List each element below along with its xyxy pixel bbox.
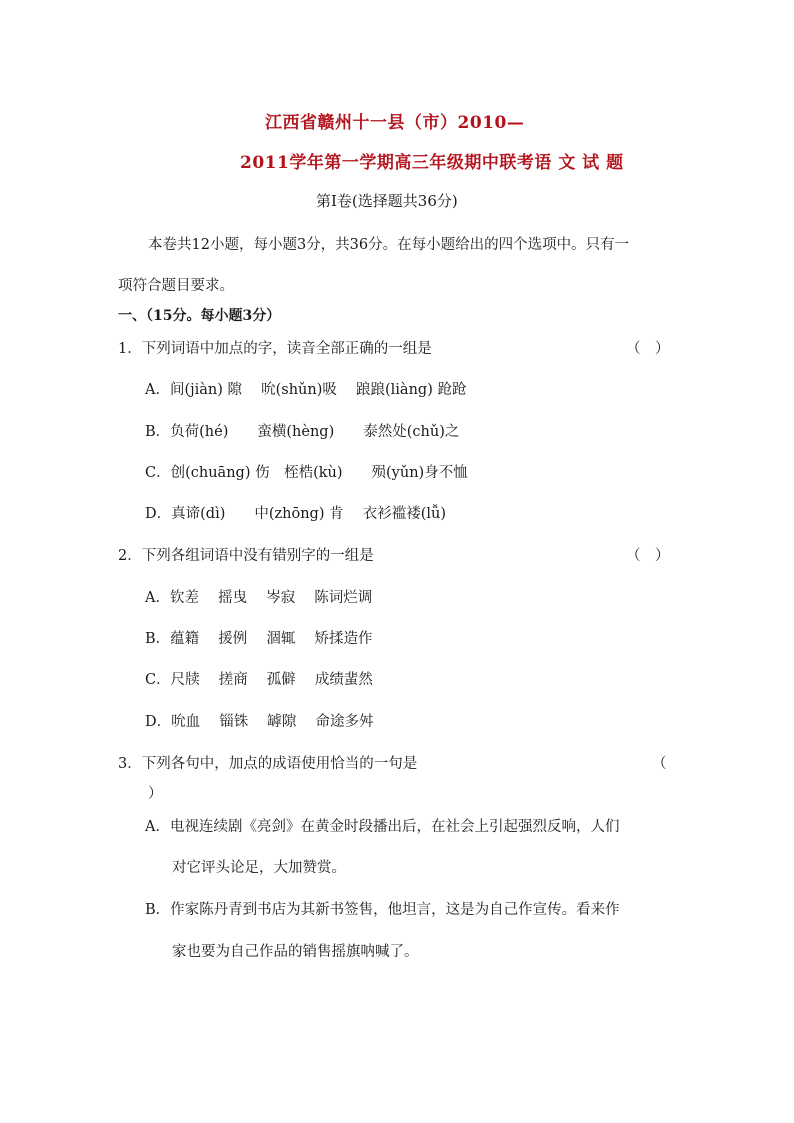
exam-title-line2: 2011学年第一学期高三年级期中联考语 文 试 题: [240, 153, 624, 173]
part1-heading: 一、（15分。每小题3分）: [118, 308, 281, 324]
intro-line1: 本卷共12小题，每小题3分，共36分。在每小题给出的四个选项中。只有一: [148, 237, 630, 253]
q1-option-d: D．真谛(dì) 中(zhōng) 肯 衣衫褴褛(lǚ): [145, 506, 447, 522]
q3-answer-paren-close: ）: [148, 786, 163, 802]
q2-option-d: D．吮血 锱铢 罅隙 命途多舛: [145, 714, 374, 730]
q2-option-c: C．尺牍 搓商 孤僻 成绩蜚然: [145, 672, 373, 688]
exam-title-line1: 江西省赣州十一县（市）2010—: [265, 113, 525, 133]
q3-option-a-line2: 对它评头论足，大加赞赏。: [172, 860, 346, 876]
q1-option-b: B．负荷(hé) 蛮横(hèng) 泰然处(chǔ)之: [145, 424, 460, 440]
q2-option-b: B．蕴籍 援例 涸辄 矫揉造作: [145, 631, 373, 647]
q3-option-a-line1: A．电视连续剧《亮剑》在黄金时段播出后，在社会上引起强烈反响，人们: [145, 819, 620, 835]
q1-option-a: A．间(jiàn) 隙 吮(shǔn)吸 踉踉(liàng) 跄跄: [145, 382, 467, 398]
q1-stem: 1．下列词语中加点的字，读音全部正确的一组是: [118, 341, 432, 357]
section-title: 第Ⅰ卷(选择题共36分): [316, 192, 458, 210]
q2-answer-paren: （ ）: [626, 548, 670, 564]
q1-answer-paren: （ ）: [626, 341, 670, 357]
q3-option-b-line2: 家也要为自己作品的销售摇旗呐喊了。: [172, 944, 419, 960]
q3-option-b-line1: B．作家陈丹青到书店为其新书签售，他坦言，这是为自己作宣传。看来作: [145, 902, 620, 918]
q2-option-a: A．钦差 摇曳 岑寂 陈词烂调: [145, 590, 373, 606]
intro-line2: 项符合题目要求。: [118, 278, 234, 294]
q1-option-c: C．创(chuāng) 伤 桎梏(kù) 殒(yǔn)身不恤: [145, 465, 468, 481]
q3-stem: 3．下列各句中，加点的成语使用恰当的一句是: [118, 756, 418, 772]
q3-answer-paren-open: （: [652, 756, 667, 772]
q2-stem: 2．下列各组词语中没有错别字的一组是: [118, 548, 374, 564]
